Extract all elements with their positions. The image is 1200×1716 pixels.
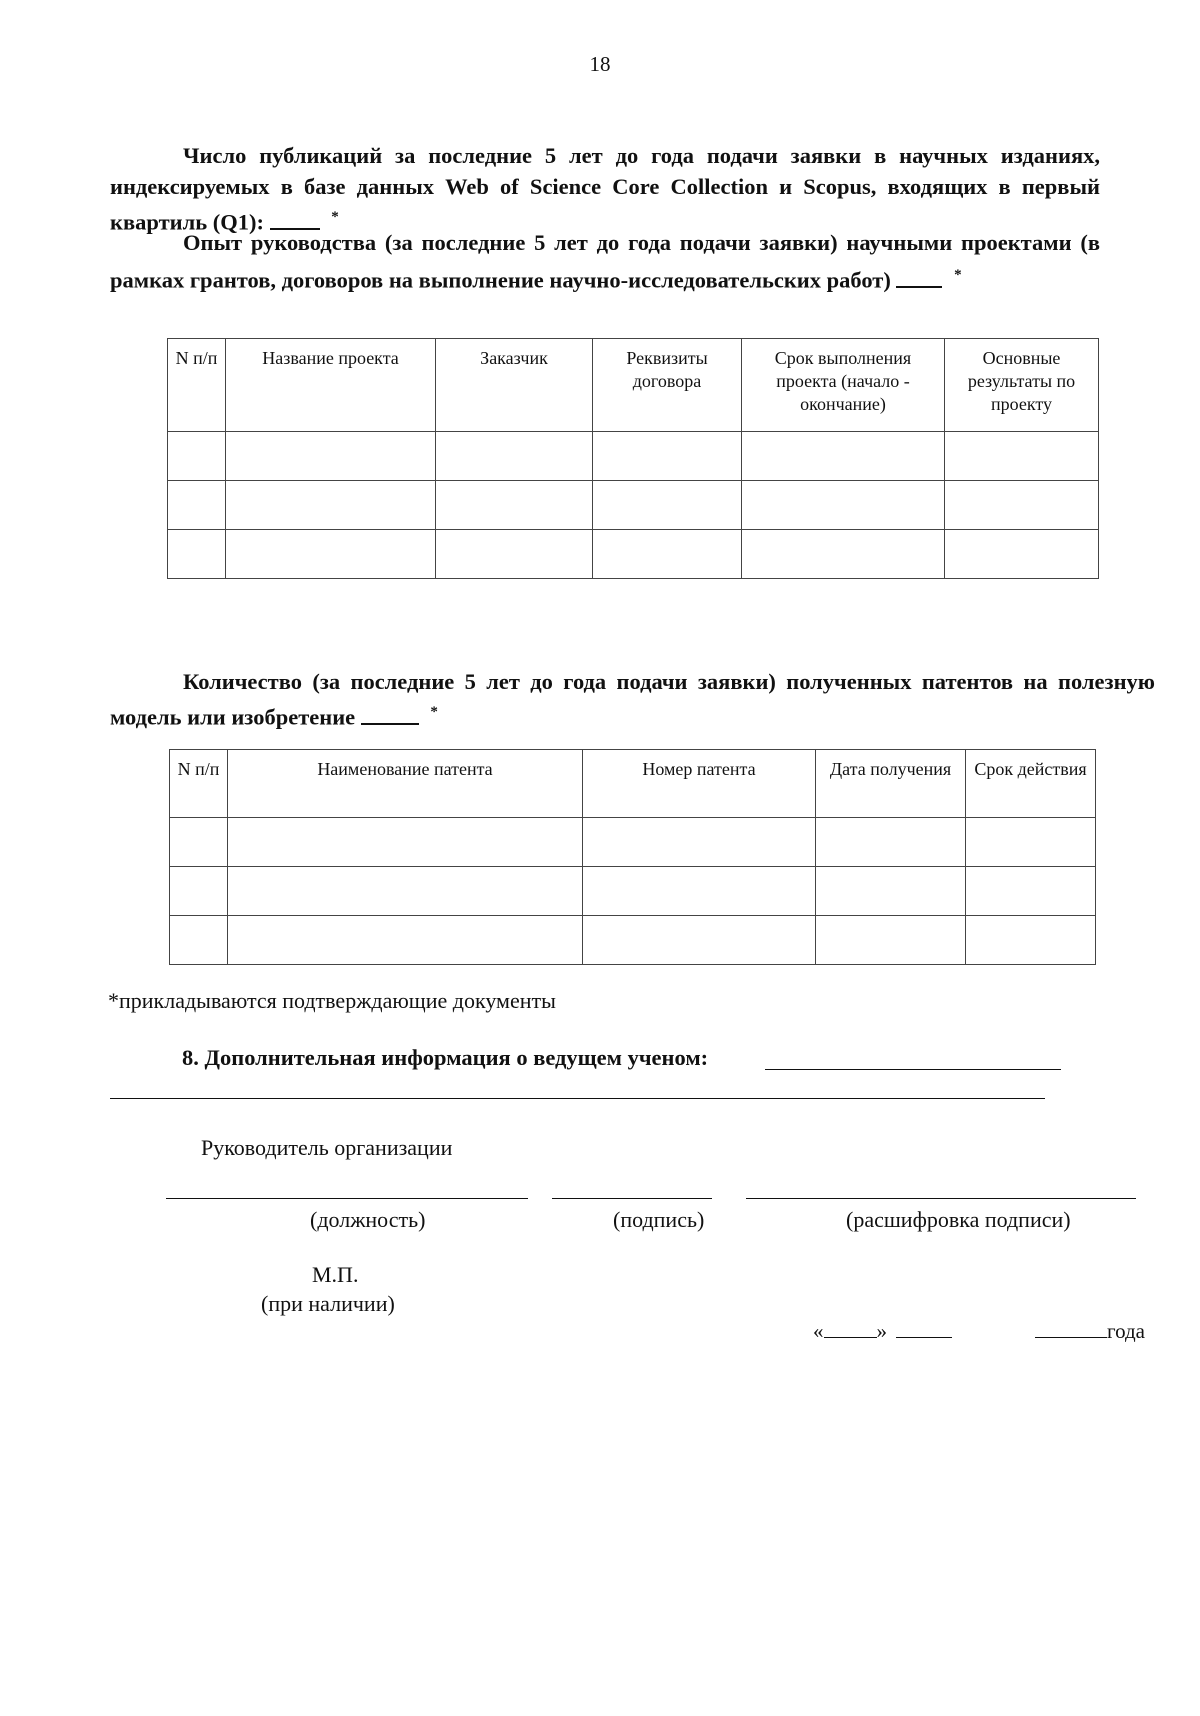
footnote: *прикладываются подтверждающие документы	[108, 988, 556, 1013]
table-row	[170, 916, 1096, 965]
projects-count-blank[interactable]	[896, 268, 942, 288]
table-row	[168, 481, 1099, 530]
section-8-fill-line-2[interactable]	[110, 1098, 1045, 1099]
projects-footnote-mark: *	[954, 267, 962, 283]
patents-header-date: Дата получения	[816, 750, 966, 818]
table-cell[interactable]	[816, 867, 966, 916]
date-day-blank[interactable]	[824, 1321, 877, 1338]
table-cell[interactable]	[945, 530, 1099, 579]
table-cell[interactable]	[228, 818, 583, 867]
page-number: 18	[589, 52, 611, 76]
section-8-fill-line-1[interactable]	[765, 1069, 1061, 1070]
signature-decoding-label: (расшифровка подписи)	[846, 1207, 1071, 1232]
projects-paragraph	[110, 226, 1100, 297]
projects-header-customer: Заказчик	[436, 339, 593, 432]
table-cell[interactable]	[593, 530, 742, 579]
stamp-note: (при наличии)	[261, 1291, 395, 1316]
table-cell[interactable]	[593, 481, 742, 530]
date-year-field	[1035, 1319, 1145, 1344]
table-cell[interactable]	[966, 916, 1096, 965]
date-month-blank[interactable]	[896, 1321, 952, 1338]
position-label: (должность)	[310, 1207, 426, 1232]
table-cell[interactable]	[168, 530, 226, 579]
table-cell[interactable]	[436, 481, 593, 530]
date-close-quote: »	[876, 1319, 887, 1343]
projects-table-header-row	[168, 339, 1099, 432]
table-row	[168, 432, 1099, 481]
publications-text: Число публикаций за последние 5 лет до года подачи заявки в научных изданиях, индексируемых в базе данных Web of Science Core Collection и Scopus, входящих в первый квартиль (Q1):	[110, 143, 1100, 235]
projects-header-results: Основные результаты по проекту	[945, 339, 1099, 432]
date-year-blank[interactable]	[1035, 1321, 1107, 1338]
projects-header-name: Название проекта	[226, 339, 436, 432]
table-cell[interactable]	[945, 432, 1099, 481]
table-cell[interactable]	[226, 432, 436, 481]
table-row	[170, 818, 1096, 867]
patents-header-name: Наименование патента	[228, 750, 583, 818]
table-cell[interactable]	[168, 432, 226, 481]
table-cell[interactable]	[226, 530, 436, 579]
table-cell[interactable]	[742, 432, 945, 481]
signature-label: (подпись)	[613, 1207, 705, 1232]
position-line[interactable]	[166, 1198, 528, 1199]
projects-table	[167, 338, 1099, 579]
organization-head-label: Руководитель организации	[201, 1135, 453, 1160]
patents-paragraph	[110, 666, 1155, 733]
signature-decoding-line[interactable]	[746, 1198, 1136, 1199]
date-open-quote: «	[813, 1319, 824, 1343]
table-cell[interactable]	[945, 481, 1099, 530]
table-row	[170, 867, 1096, 916]
table-cell[interactable]	[436, 530, 593, 579]
patents-header-validity: Срок действия	[966, 750, 1096, 818]
table-cell[interactable]	[966, 867, 1096, 916]
patents-text: Количество (за последние 5 лет до года подачи заявки) полученных патентов на полезную модель или изобретение	[110, 669, 1155, 730]
date-field	[813, 1319, 952, 1344]
patents-header-patent-number: Номер патента	[583, 750, 816, 818]
table-cell[interactable]	[170, 867, 228, 916]
patents-count-blank[interactable]	[361, 705, 419, 725]
table-cell[interactable]	[966, 818, 1096, 867]
table-cell[interactable]	[583, 867, 816, 916]
table-cell[interactable]	[742, 481, 945, 530]
projects-header-number: N п/п	[168, 339, 226, 432]
table-cell[interactable]	[170, 916, 228, 965]
patents-table	[169, 749, 1096, 965]
section-8-title: 8. Дополнительная информация о ведущем ученом:	[182, 1045, 709, 1070]
patents-footnote-mark: *	[430, 704, 438, 720]
projects-header-contract: Реквизиты договора	[593, 339, 742, 432]
signature-line[interactable]	[552, 1198, 712, 1199]
table-cell[interactable]	[593, 432, 742, 481]
table-cell[interactable]	[816, 818, 966, 867]
table-cell[interactable]	[816, 916, 966, 965]
publications-footnote-mark: *	[331, 209, 339, 225]
patents-table-header-row	[170, 750, 1096, 818]
table-cell[interactable]	[170, 818, 228, 867]
publications-paragraph	[110, 140, 1100, 238]
projects-text: Опыт руководства (за последние 5 лет до года подачи заявки) научными проектами (в рамках грантов, договоров на выполнение научно-исследовательских работ)	[110, 230, 1100, 293]
table-row	[168, 530, 1099, 579]
table-cell[interactable]	[168, 481, 226, 530]
table-cell[interactable]	[436, 432, 593, 481]
projects-header-term: Срок выполнения проекта (начало - окончание)	[742, 339, 945, 432]
stamp-label: М.П.	[312, 1262, 359, 1287]
table-cell[interactable]	[228, 916, 583, 965]
table-cell[interactable]	[583, 818, 816, 867]
patents-header-number: N п/п	[170, 750, 228, 818]
table-cell[interactable]	[742, 530, 945, 579]
year-word: года	[1107, 1319, 1145, 1343]
table-cell[interactable]	[583, 916, 816, 965]
table-cell[interactable]	[226, 481, 436, 530]
table-cell[interactable]	[228, 867, 583, 916]
